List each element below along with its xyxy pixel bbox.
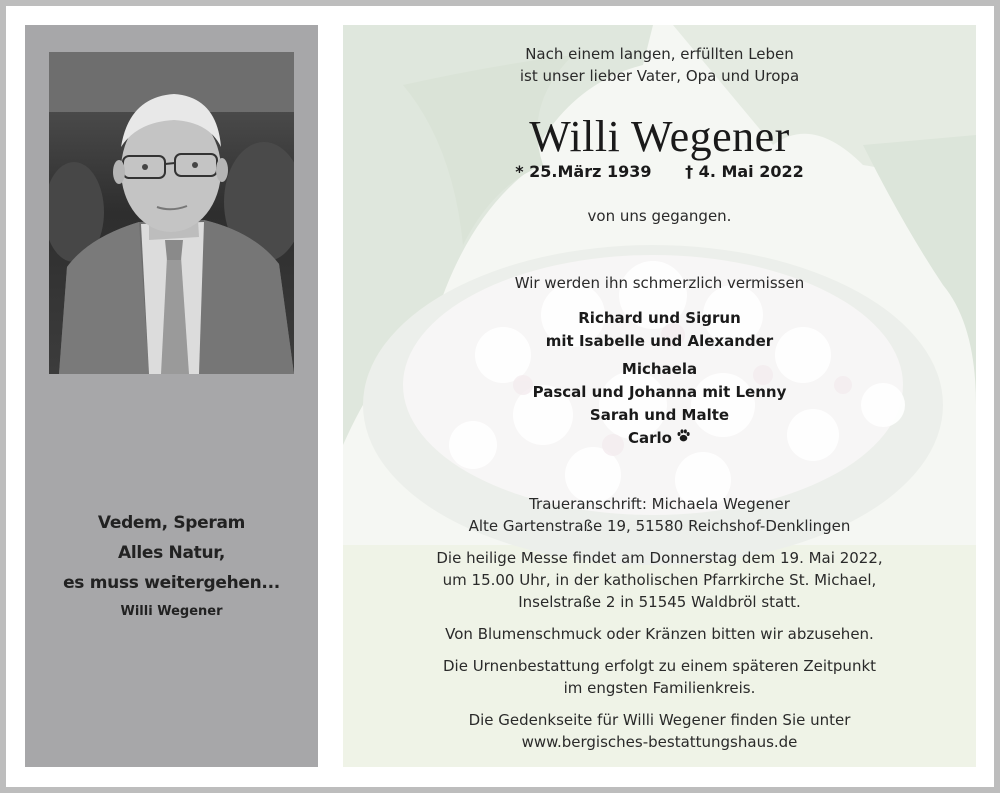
urn-line-1: Die Urnenbestattung erfolgt zu einem späteren Zeitpunkt <box>442 657 877 675</box>
death-date: † 4. Mai 2022 <box>685 162 804 181</box>
paw-print-icon <box>676 427 691 450</box>
pet-name: Carlo <box>628 429 672 447</box>
memorial-line-1: Die Gedenkseite für Willi Wegener finden Sie unter <box>468 711 851 729</box>
mass-line-2: um 15.00 Uhr, in der katholischen Pfarrkirche St. Michael, <box>442 571 877 589</box>
quote-line-2: Alles Natur, <box>117 543 226 563</box>
portrait-photo <box>49 52 294 374</box>
birth-date: * 25.März 1939 <box>515 162 652 181</box>
gone-text: von uns gegangen. <box>587 207 732 225</box>
quote-author: Willi Wegener <box>120 604 223 619</box>
mass-line-3: Inselstraße 2 in 51545 Waldbröl statt. <box>518 593 801 611</box>
family-member: Richard und Sigrun <box>578 309 741 327</box>
urn-line-2: im engsten Familienkreis. <box>563 679 756 697</box>
memorial-url: www.bergisches-bestattungshaus.de <box>521 733 798 751</box>
intro-line-2: ist unser lieber Vater, Opa und Uropa <box>519 67 800 85</box>
announcement-text <box>343 25 976 767</box>
address-block <box>343 493 976 537</box>
details-block <box>343 493 976 763</box>
family-list <box>343 307 976 450</box>
mass-block <box>343 547 976 613</box>
quote-line-3: es muss weitergehen... <box>63 573 280 593</box>
flowers-note: Von Blumenschmuck oder Kränzen bitten wir abzusehen. <box>445 625 874 643</box>
urn-block <box>343 655 976 699</box>
family-member-pet <box>343 427 976 450</box>
address-line-2: Alte Gartenstraße 19, 51580 Reichshof-Denklingen <box>468 517 851 535</box>
mass-line-1: Die heilige Messe findet am Donnerstag dem 19. Mai 2022, <box>436 549 883 567</box>
deceased-name: Willi Wegener <box>529 112 790 161</box>
intro-line-1: Nach einem langen, erfüllten Leben <box>525 45 794 63</box>
intro-text <box>343 43 976 87</box>
miss-text: Wir werden ihn schmerzlich vermissen <box>514 274 805 292</box>
life-dates <box>343 161 976 183</box>
right-panel <box>343 25 976 767</box>
address-line-1: Traueranschrift: Michaela Wegener <box>529 495 790 513</box>
family-member: Sarah und Malte <box>589 406 730 424</box>
family-member: mit Isabelle und Alexander <box>545 332 774 350</box>
quote-line-1: Vedem, Speram <box>97 513 246 533</box>
family-member: Michaela <box>621 360 698 378</box>
memorial-block <box>343 709 976 753</box>
quote-block <box>25 508 318 619</box>
family-member: Pascal und Johanna mit Lenny <box>532 383 787 401</box>
